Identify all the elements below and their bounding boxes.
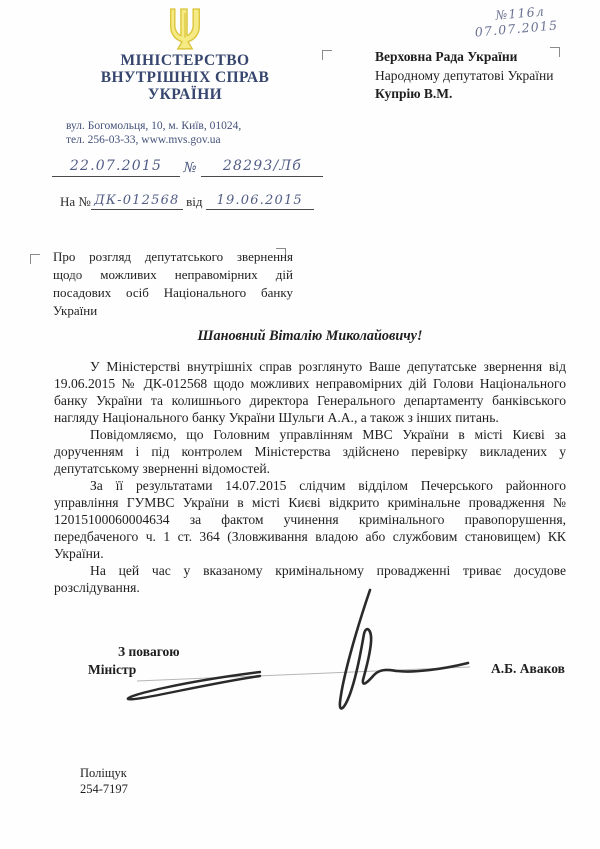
incoming-date-handwritten: 19.06.2015 (216, 193, 303, 208)
outgoing-number-handwritten: 28293/Лб (222, 158, 302, 174)
outgoing-reference-line (52, 158, 323, 177)
body-paragraph-4: На цей час у вказаному кримінальному провадженні триває досудове розслідування. (54, 563, 566, 595)
handwritten-annotation (473, 2, 559, 39)
address-line1: вул. Богомольця, 10, м. Київ, 01024, (66, 120, 242, 132)
ministry-address (66, 119, 241, 147)
salutation: Шановний Віталію Миколайовичу! (197, 328, 423, 344)
incoming-number-blank (91, 192, 183, 210)
body-paragraph-1: У Міністерстві внутрішніх справ розглянуто Ваше депутатське звернення від 19.06.2015 № ДК-012568 щодо можливих неправомірних дій Голови Національного банку України та колишнього директора Генерального департаменту банківського нагляду Національного банку України Шульги А.А., а також з інших питань. (54, 359, 566, 425)
corner-mark-subject-left (30, 254, 40, 264)
outgoing-date-handwritten: 22.07.2015 (69, 158, 163, 174)
outgoing-number-blank (201, 158, 323, 177)
incoming-prefix-label: На № (60, 194, 91, 209)
ukraine-trident-icon (164, 7, 206, 54)
recipient-organization: Верховна Рада України (375, 49, 518, 64)
executor-phone: 254-7197 (80, 782, 128, 796)
signer-position: Міністр (88, 662, 137, 677)
closing-phrase: З повагою (118, 644, 180, 659)
recipient-title: Народному депутатові України (375, 67, 554, 83)
ministry-name (70, 52, 300, 103)
signer-name: А.Б. Аваков (491, 661, 565, 676)
body-paragraph-2: Повідомляємо, що Головним управлінням МВС України в місті Києві за дорученням і під контролем Міністерства здійснено перевірку викладених у депутатському зверненні відомостей. (54, 427, 566, 476)
recipient-block (375, 48, 554, 104)
executor-name: Поліщук (80, 766, 127, 780)
annotation-date: 07.07.2015 (474, 17, 559, 40)
body-paragraph-3: За її результатами 14.07.2015 слідчим відділом Печерського районного управління ГУМВС України в місті Києві відкрито кримінальне провадження № 12015100060004634 за фактом учинення кримінального правопорушення, передбаченого ч. 1 ст. 364 (Зловживання владою або службовим становищем) КК України. (54, 478, 566, 561)
outgoing-date-blank (52, 158, 180, 177)
recipient-name: Купрію В.М. (375, 86, 453, 101)
incoming-reference-line (60, 192, 314, 210)
subject-block: Про розгляд депутатського звернення щодо можливих неправомірних дій посадових осіб Національного банку України (53, 249, 293, 318)
numero-sign: № (183, 160, 198, 176)
incoming-number-handwritten: ДК-012568 (94, 193, 180, 208)
ministry-name-line2: ВНУТРІШНІХ СПРАВ (100, 69, 270, 86)
ministry-name-line3: УКРАЇНИ (147, 86, 223, 103)
annotation-number: №116л (494, 3, 546, 23)
scan-smudge (70, 273, 80, 279)
ministry-name-line1: МІНІСТЕРСТВО (120, 52, 250, 69)
address-line2: тел. 256-03-33, www.mvs.gov.ua (66, 134, 221, 146)
from-label: від (186, 194, 203, 209)
corner-mark-recipient-left (322, 50, 332, 60)
executor-block (80, 765, 128, 797)
letter-body (54, 358, 566, 596)
incoming-date-blank (206, 192, 314, 210)
